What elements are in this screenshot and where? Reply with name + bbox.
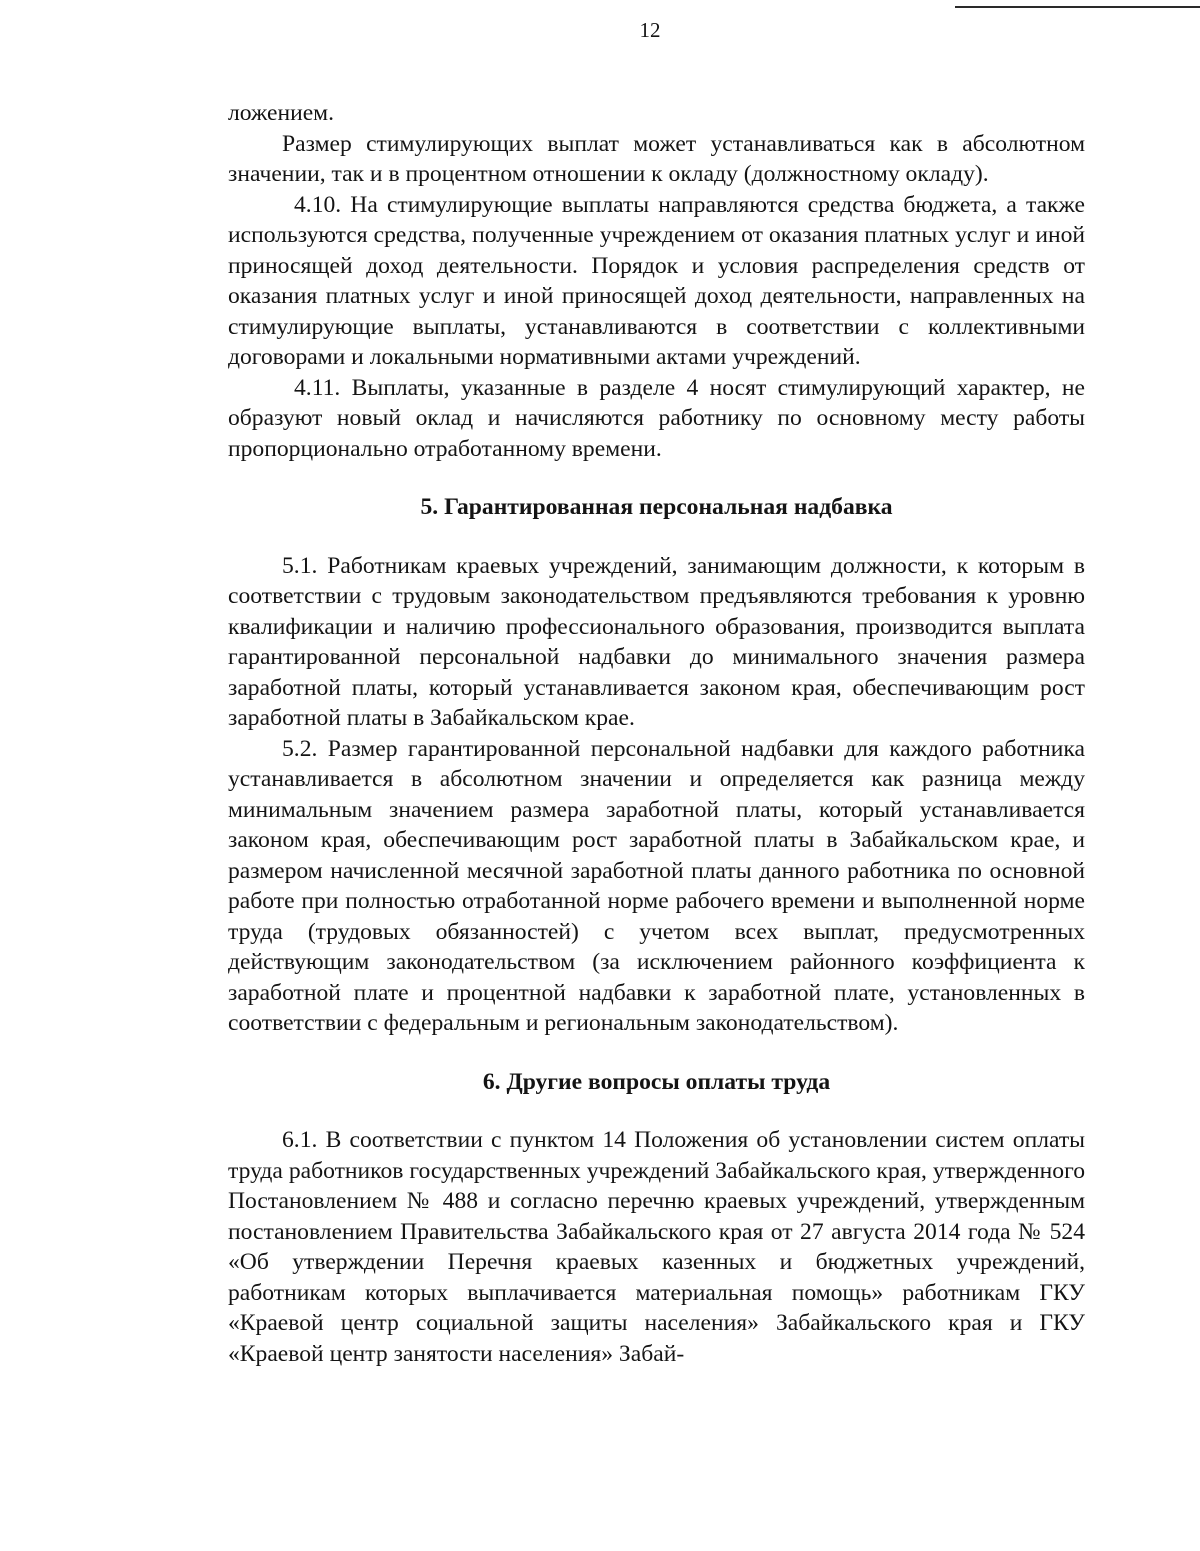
section-5-heading: 5. Гарантированная персональная надбавка	[420, 494, 893, 520]
paragraph-stimulating-size: Размер стимулирующих выплат может устанавливаться как в абсолютном значении, так и в процентном отношении к окладу (должностному окладу).	[228, 130, 1085, 187]
paragraph-4-11: 4.11. Выплаты, указанные в разделе 4 носят стимулирующий характер, не образуют новый оклад и начисляются работнику по основному месту работы пропорционально отработанному времени.	[228, 374, 1085, 462]
top-border-line	[955, 6, 1200, 8]
paragraph-4-10: 4.10. На стимулирующие выплаты направляются средства бюджета, а также используются средства, полученные учреждением от оказания платных услуг и иной приносящей доход деятельности. Порядок и условия распределения средств от оказания платных услуг и иной приносящей доход деятельности, направленных на стимулирующие выплаты, устанавливаются в соответствии с коллективными договорами и локальными нормативными актами учреждений.	[228, 191, 1085, 370]
paragraph-continuation: ложением.	[228, 100, 334, 126]
paragraph-5-1: 5.1. Работникам краевых учреждений, занимающим должности, к которым в соответствии с трудовым законодательством предъявляются требования к уровню квалификации и наличию профессионального образования, производится выплата гарантированной персональной надбавки до минимального значения размера заработной платы, который устанавливается законом края, обеспечивающим рост заработной платы в Забайкальском крае.	[228, 552, 1085, 731]
page-number: 12	[639, 18, 661, 42]
paragraph-6-1: 6.1. В соответствии с пунктом 14 Положения об установлении систем оплаты труда работников государственных учреждений Забайкальского края, утвержденного Постановлением № 488 и согласно перечню краевых учреждений, утвержденным постановлением Правительства Забайкальского края от 27 августа 2014 года № 524 «Об утверждении Перечня краевых казенных и бюджетных учреждений, работникам которых выплачивается материальная помощь» работникам ГКУ «Краевой центр социальной защиты населения» Забайкальского края и ГКУ «Краевой центр занятости населения» Забай-	[228, 1127, 1085, 1367]
paragraph-5-2: 5.2. Размер гарантированной персональной надбавки для каждого работника устанавливается в абсолютном значении и определяется как разница между минимальным значением размера заработной платы, который устанавливается законом края, обеспечивающим рост заработной платы в Забайкальском крае, и размером начисленной месячной заработной платы данного работника по основной работе при полностью отработанной норме рабочего времени и выполненной норме труда (трудовых обязанностей) с учетом всех выплат, предусмотренных действующим законодательством (за исключением районного коэффициента к заработной плате и процентной надбавки к заработной плате, установленных в соответствии с федеральным и региональным законодательством).	[228, 735, 1085, 1036]
document-body	[228, 98, 1085, 1369]
section-6-heading: 6. Другие вопросы оплаты труда	[482, 1068, 831, 1095]
